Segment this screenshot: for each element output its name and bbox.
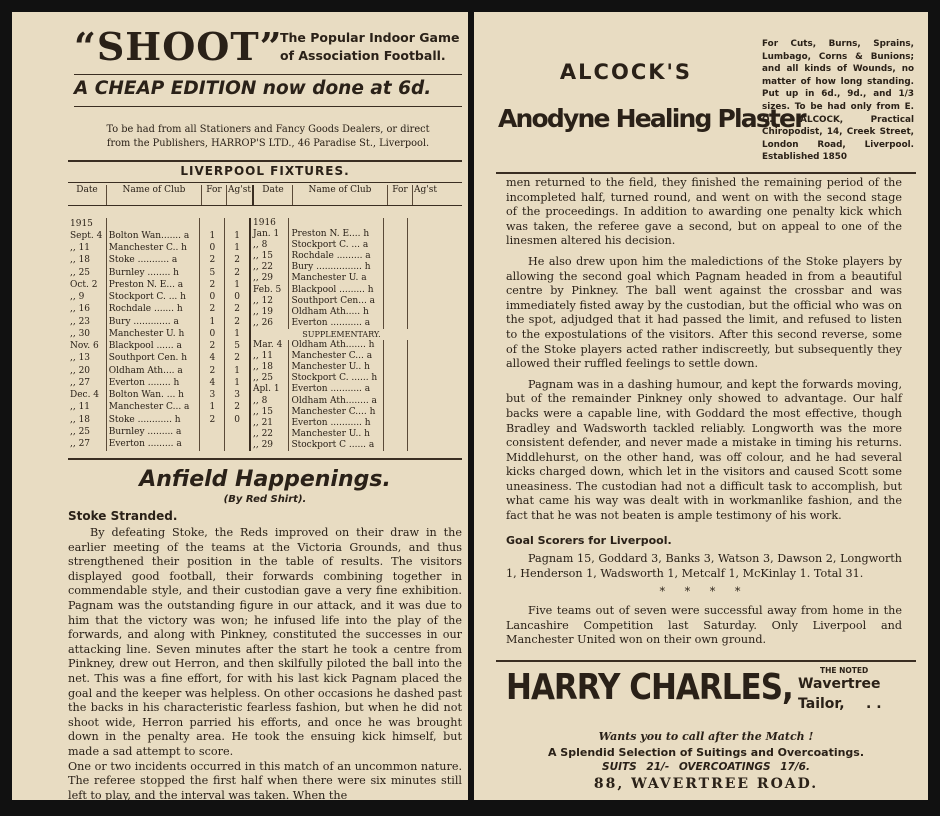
fixture-club: Manchester U. a [289,273,384,284]
charles-prices: SUITS 21/- OVERCOATINGS 17/6. [602,761,810,773]
fixture-against: 2 [225,267,249,279]
fixture-club: Manchester C... a [289,351,384,362]
fixture-for: 1 [200,402,225,414]
fixture-date: ,, 18 [70,414,91,425]
fixture-row [68,353,249,365]
fixture-for [383,351,408,362]
fixture-for: 1 [200,230,225,242]
fixture-row [68,292,249,304]
fixture-for: 3 [200,390,225,402]
fixture-date: ,, 29 [253,273,274,284]
fixture-date: ,, 26 [253,317,274,328]
fixture-against [408,285,432,296]
fixture-date: Mar. 4 [253,340,283,351]
fixture-row [68,267,249,279]
fixture-row [68,218,249,230]
fixture-against [408,251,432,262]
fixture-club [106,218,200,230]
fixture-row [250,262,432,273]
fixture-date: ,, 15 [253,251,274,262]
fixture-date: ,, 12 [253,295,274,306]
fixture-row [250,229,432,240]
fixture-row [68,426,249,438]
fixture-club: Everton ........... a [289,384,384,395]
fixture-against: 1 [225,328,249,340]
fixture-date: Jan. 1 [253,229,280,240]
fixture-against: 5 [225,341,249,353]
fixture-for [383,318,408,329]
fixture-club: Bolton Wan....... a [106,230,200,242]
fixture-against [225,426,249,438]
fixture-against: 1 [225,230,249,242]
fixture-row [68,341,249,353]
fixture-date: ,, 11 [253,351,274,362]
header-date-2: Date [252,185,292,205]
fixture-club: Burnley ......... a [106,426,200,438]
fixture-for: 4 [200,353,225,365]
fixture-date: ,, 18 [70,255,91,266]
article-text-left [68,526,462,800]
fixture-row [250,440,432,451]
fixture-against [408,262,432,273]
fixture-date: 1916 [253,218,276,228]
article-headline: Anfield Happenings. [139,467,391,492]
fixture-against: 0 [225,414,249,426]
right-page [474,12,928,800]
fixtures-rule-mid [68,182,462,183]
charles-wants: Wants you to call after the Match ! [598,730,814,743]
fixture-for [383,396,408,407]
fixture-row [250,329,432,340]
fixture-row [68,304,249,316]
fixture-row [250,296,432,307]
fixture-row [250,273,432,284]
fixture-against: 2 [225,316,249,328]
fixture-club: Bolton Wan. ... h [106,390,200,402]
fixture-row [250,240,432,251]
paragraph: By defeating Stoke, the Reds improved on their draw in the earlier meeting of the teams at the Victoria Grounds, and thus strengthened their position in the table of results. The visitors displayed good football, their forwards combining together in commendable style, and their custodian gave a very fine exhibition. Pagnam was the outstanding figure in our attack, and it was due to him that the victory was won; he infused life into the play of the forwards, and along with Pinkney, constituted the successes in our attacking line. Seven minutes after the start he took a centre from Pinkney, drew out Herron, and then skilfully piloted the ball into the net. This was a fine effort, for with his last kick Pagnam placed the goal and the keeper was helpless. On other occasions he dashed past the backs in his characteristic fearless fashion, but when he did not shoot wide, Herron parried his efforts, and once he was brought down in the penalty area. He took the ensuing kick himself, but made a sad attempt to score. [68,526,462,758]
fixture-row [68,255,249,267]
shoot-rule-bottom [74,106,462,107]
fixture-for [383,418,408,429]
fixture-date: ,, 27 [70,439,91,450]
fixture-club: Bury ............. a [106,316,200,328]
fixture-row [250,218,432,229]
paragraph: men returned to the field, they finished the remaining period of the incompleted half, turned round, and went on with the second stage of the proceedings. In addition to awarding one penalty kick which was taken, the referee gave a second, but on appeal to one of the linesmen altered his decision. [506,176,902,248]
scorers-heading: Goal Scorers for Liverpool. [506,533,672,547]
fixture-for [383,273,408,284]
fixture-row [250,307,432,318]
fixture-against [225,439,249,451]
fixture-club: Preston N. E... a [106,279,200,291]
shoot-tagline-2: of Association Football. [280,48,446,63]
fixture-against [225,218,249,230]
fixtures-1915 [68,218,249,451]
fixture-for: 2 [200,279,225,291]
shoot-tagline-1: The Popular Indoor Game [280,30,460,45]
fixture-for: 2 [200,255,225,267]
fixture-date: ,, 8 [253,395,268,406]
fixtures-table [68,185,462,451]
fixture-club: Everton ........ h [106,377,200,389]
fixture-for [383,262,408,273]
fixture-date: ,, 27 [70,377,91,388]
header-club: Name of Club [106,185,201,205]
charles-address: 88, WAVERTREE ROAD. [593,776,819,792]
fixture-section-label: SUPPLEMENTARY. [302,329,381,339]
fixture-row [68,402,249,414]
fixtures-rule-bottom [68,458,462,460]
fixture-date: ,, 21 [253,417,274,428]
charles-the-noted: THE NOTED [820,666,869,675]
article-text-right [506,176,902,648]
fixture-row [68,414,249,426]
fixture-row [250,362,432,373]
fixture-against: 2 [225,353,249,365]
fixture-club [289,218,384,229]
fixture-for [383,240,408,251]
fixture-club: Blackpool ......... h [289,285,384,296]
article-subhead: Stoke Stranded. [68,509,178,523]
fixture-row [68,279,249,291]
fixture-row [250,429,432,440]
fixture-against: 1 [225,365,249,377]
fixture-for [383,285,408,296]
fixture-club: Southport Cen... a [289,296,384,307]
fixture-against: 2 [225,255,249,267]
alcock-description: For Cuts, Burns, Sprains, Lumbago, Corns & Bunions; and all kinds of Wounds, no matter of how long standing. Put up in 6d., 9d., and 1/3 sizes. To be had only from E. O. ALCOCK, Practical Chiropodist, 14, Creek Street, London Road, Liverpool. Established 1850 [762,39,914,163]
fixture-date: ,, 30 [70,328,91,339]
fixture-against [408,318,432,329]
fixture-for [383,340,408,351]
fixture-date: ,, 25 [70,267,91,278]
fixture-date: Sept. 4 [70,230,103,241]
charles-wavertree: Wavertree [798,676,881,692]
fixture-club: Oldham Ath..... h [289,307,384,318]
paragraph: One or two incidents occurred in this match of an uncommon nature. The referee stopped the first half when there were six minutes still left to play, and the interval was taken. When the [68,759,462,800]
fixture-for: 2 [200,414,225,426]
fixture-club: Stockport C. ... h [106,292,200,304]
fixture-against: 1 [225,243,249,255]
fixture-date: ,, 23 [70,316,91,327]
fixture-club: Stoke ............ h [106,414,200,426]
fixture-row [68,365,249,377]
fixture-club: Stockport C ...... a [289,440,384,451]
fixture-row [250,418,432,429]
fixture-date: Dec. 4 [70,390,100,401]
charles-dots: . . [866,696,882,712]
fixture-club: Preston N. E.... h [289,229,384,240]
charles-rule-top [496,660,916,662]
fixture-against [408,384,432,395]
header-against-2: Ag'st [412,185,438,205]
fixture-date: ,, 16 [70,304,91,315]
fixture-date: ,, 8 [253,240,268,251]
fixture-for: 2 [200,304,225,316]
alcock-rule [496,172,916,174]
fixture-club: Manchester C.... h [289,407,384,418]
fixture-date: Nov. 6 [70,341,99,352]
fixture-row [250,384,432,395]
header-against: Ag'st [226,185,252,205]
fixture-date: ,, 18 [253,362,274,373]
shoot-title: “SHOOT” [74,24,283,69]
fixture-club: Stockport C. ...... h [289,373,384,384]
fixture-date: ,, 25 [70,426,91,437]
fixture-date: ,, 22 [253,428,274,439]
fixture-against: 0 [225,292,249,304]
fixture-against [408,362,432,373]
header-club-2: Name of Club [292,185,387,205]
fixture-for: 0 [200,328,225,340]
fixture-for [383,296,408,307]
fixture-against: 1 [225,377,249,389]
fixture-club: Manchester U. h [106,328,200,340]
fixture-row [250,340,432,351]
fixture-against [408,307,432,318]
alcock-product: Anodyne Healing Plaster [498,104,805,133]
fixture-for [383,384,408,395]
fixture-against [408,440,432,451]
fixtures-rule-top [68,160,462,162]
fixture-club: Manchester U.. h [289,429,384,440]
fixture-date: ,, 9 [70,292,85,303]
paragraph: Five teams out of seven were successful away from home in the Lancashire Competition last Saturday. Only Liverpool and Manchester United won on their own ground. [506,604,902,647]
alcock-name: ALCOCK'S [559,60,693,84]
fixture-club: Oldham Ath........ a [289,396,384,407]
fixture-club: Blackpool ...... a [106,341,200,353]
left-page [12,12,468,800]
fixture-date: ,, 20 [70,365,91,376]
fixture-for [200,218,225,230]
fixture-date: ,, 15 [253,406,274,417]
fixture-row [250,407,432,418]
fixture-against [408,373,432,384]
fixture-club: Bury ................ h [289,262,384,273]
fixture-against [408,351,432,362]
fixture-for [383,307,408,318]
fixture-row [68,439,249,451]
fixture-for: 2 [200,341,225,353]
fixture-club: Burnley ........ h [106,267,200,279]
fixture-row [68,243,249,255]
fixture-date: Oct. 2 [70,279,98,290]
shoot-stockists-2: from the Publishers, HARROP'S LTD., 46 Paradise St., Liverpool. [106,138,430,149]
fixture-date: ,, 22 [253,262,274,273]
fixture-for [383,373,408,384]
fixture-club: Everton ......... a [106,439,200,451]
fixture-row [250,251,432,262]
fixture-against: 2 [225,304,249,316]
fixture-against [408,396,432,407]
fixture-against: 2 [225,402,249,414]
paragraph: He also drew upon him the maledictions of the Stoke players by allowing the second goal which Pagnam headed in from a beautiful centre by Pinkney. The ball went against the crossbar and was immediately fisted away by the custodian, but the official who was on the spot, adjudged that it had passed the limit, and refused to listen to the expostulations of the visitors. After this second reverse, some of the Stoke players acted rather indiscreetly, but subsequently they allowed their ruffled feelings to settle down. [506,254,902,371]
fixture-club: Manchester C.. h [106,243,200,255]
fixture-against [408,429,432,440]
fixture-date: ,, 19 [253,306,274,317]
fixture-for [383,362,408,373]
charles-name: HARRY CHARLES, [506,667,793,709]
fixture-for: 0 [200,243,225,255]
charles-tailor: Tailor, [798,696,845,712]
fixture-for [383,251,408,262]
paragraph: Pagnam was in a dashing humour, and kept the forwards moving, but of the remainder Pinkney only showed to advantage. Our half backs were a capable line, with Goddard the most effective, though Bradley and Wadsworth tackled reliably. Longworth was the more consistent defender, and never made a mistake in timing his returns. Middlehurst, on the other hand, was off colour, and he had several kicks charged down, which let in the visitors and caused Scott some uneasiness. The custodian had not a difficult task to accomplish, but what came his way was dealt with in workmanlike fashion, and the fact that he was not beaten is ample testimony of his work. [506,377,902,523]
fixture-against: 3 [225,390,249,402]
fixture-row [250,318,432,329]
scorers-list: Pagnam 15, Goddard 3, Banks 3, Watson 3, Dawson 2, Longworth 1, Henderson 1, Wadsworth 1, Metcalf 1, McKinlay 1. Total 31. [506,552,902,580]
fixture-club: Oldham Ath....... h [289,340,384,351]
fixture-for [383,407,408,418]
fixture-date: ,, 25 [253,373,274,384]
fixture-row [250,396,432,407]
fixture-date: ,, 11 [70,402,91,413]
fixture-against [408,273,432,284]
fixture-club: Stoke ........... a [106,255,200,267]
fixture-for [383,229,408,240]
shoot-cheap-edition: A CHEAP EDITION now done at 6d. [74,78,432,99]
fixtures-1916 [249,218,432,451]
section-stars: * * * * [659,585,749,599]
fixture-club: Manchester U.. h [289,362,384,373]
fixture-date: ,, 29 [253,439,274,450]
fixture-against [408,418,432,429]
fixture-row [68,390,249,402]
fixture-for: 4 [200,377,225,389]
fixture-row [68,328,249,340]
fixture-against [408,240,432,251]
fixture-against [408,218,432,229]
charles-selection: A Splendid Selection of Suitings and Overcoatings. [547,746,865,759]
fixture-club: Southport Cen. h [106,353,200,365]
fixture-against [408,229,432,240]
fixture-date: Apl. 1 [253,384,280,395]
fixture-row [250,285,432,296]
fixture-club: Everton ........... a [289,318,384,329]
fixture-row [250,351,432,362]
fixture-for [383,440,408,451]
fixture-against: 1 [225,279,249,291]
fixture-date: 1915 [70,218,93,229]
article-byline: (By Red Shirt). [223,494,307,505]
shoot-rule-top [74,74,462,75]
fixture-against [408,296,432,307]
fixture-row [68,316,249,328]
fixture-date: Feb. 5 [253,284,282,295]
fixture-club: Manchester C... a [106,402,200,414]
fixture-against [408,407,432,418]
fixture-for: 5 [200,267,225,279]
fixture-against [408,340,432,351]
fixture-for: 0 [200,292,225,304]
fixture-for: 2 [200,365,225,377]
fixture-club: Oldham Ath.... a [106,365,200,377]
fixture-for [200,439,225,451]
fixture-row [68,230,249,242]
fixture-for [383,429,408,440]
fixture-row [250,373,432,384]
fixture-club: Everton ........... h [289,418,384,429]
fixture-row [68,377,249,389]
fixture-date: ,, 13 [70,353,91,364]
fixture-club: Rochdale ....... h [106,304,200,316]
fixture-date: ,, 11 [70,243,91,254]
fixture-club: Rochdale ......... a [289,251,384,262]
fixture-for [200,426,225,438]
fixture-club: Stockport C. ... a [289,240,384,251]
fixtures-title: LIVERPOOL FIXTURES. [180,164,350,178]
header-for: For [201,185,226,205]
fixture-for: 1 [200,316,225,328]
fixture-for [383,218,408,229]
fixtures-header-row [68,185,462,206]
header-date: Date [76,185,98,195]
header-for-2: For [387,185,412,205]
shoot-stockists-1: To be had from all Stationers and Fancy Goods Dealers, or direct [106,124,430,135]
